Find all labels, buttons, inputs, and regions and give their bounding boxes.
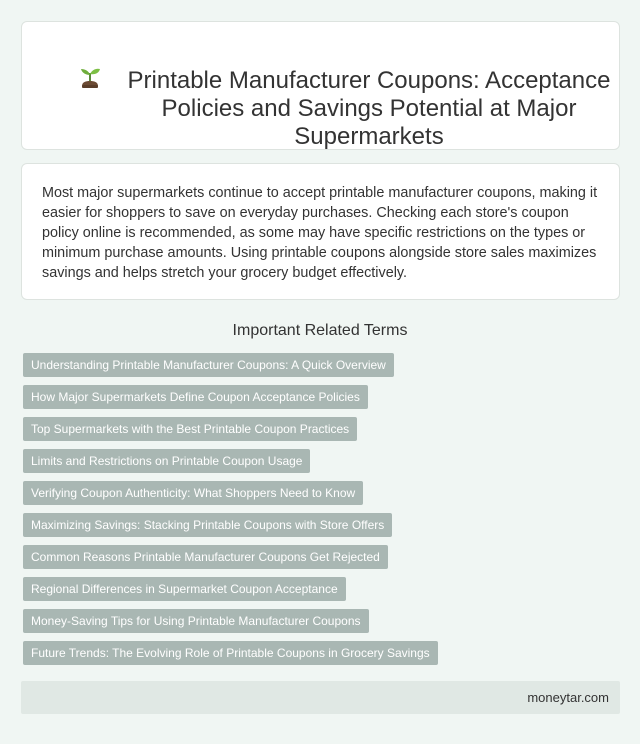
title-card: [21, 21, 620, 150]
related-term-tag[interactable]: Money-Saving Tips for Using Printable Manufacturer Coupons: [23, 609, 369, 633]
related-term-tag[interactable]: Regional Differences in Supermarket Coupon Acceptance: [23, 577, 346, 601]
summary-text: Most major supermarkets continue to accept printable manufacturer coupons, making it easier for shoppers to save on everyday purchases. Checking each store's coupon policy online is recommended, as some may have specific restrictions on the types or minimum purchase amounts. Using printable coupons alongside store sales maximizes savings and helps stretch your grocery budget effectively.: [42, 185, 598, 281]
related-term-tag[interactable]: Limits and Restrictions on Printable Coupon Usage: [23, 449, 310, 473]
footer: [21, 681, 620, 714]
related-term-tag[interactable]: Top Supermarkets with the Best Printable Coupon Practices: [23, 417, 357, 441]
related-term-tag[interactable]: Common Reasons Printable Manufacturer Coupons Get Rejected: [23, 545, 388, 569]
related-term-tag[interactable]: Maximizing Savings: Stacking Printable Coupons with Store Offers: [23, 513, 392, 537]
summary-card: [21, 163, 620, 300]
related-terms-heading: Important Related Terms: [232, 322, 408, 339]
related-terms-list: [23, 353, 617, 673]
seedling-icon: [78, 66, 102, 94]
footer-site-name[interactable]: moneytar.com: [527, 690, 609, 705]
related-term-tag[interactable]: How Major Supermarkets Define Coupon Acceptance Policies: [23, 385, 368, 409]
related-term-tag[interactable]: Future Trends: The Evolving Role of Printable Coupons in Grocery Savings: [23, 641, 438, 665]
related-term-tag[interactable]: Verifying Coupon Authenticity: What Shoppers Need to Know: [23, 481, 363, 505]
page-title: Printable Manufacturer Coupons: Acceptance Policies and Savings Potential at Major Supermarkets: [127, 67, 611, 150]
related-term-tag[interactable]: Understanding Printable Manufacturer Coupons: A Quick Overview: [23, 353, 394, 377]
